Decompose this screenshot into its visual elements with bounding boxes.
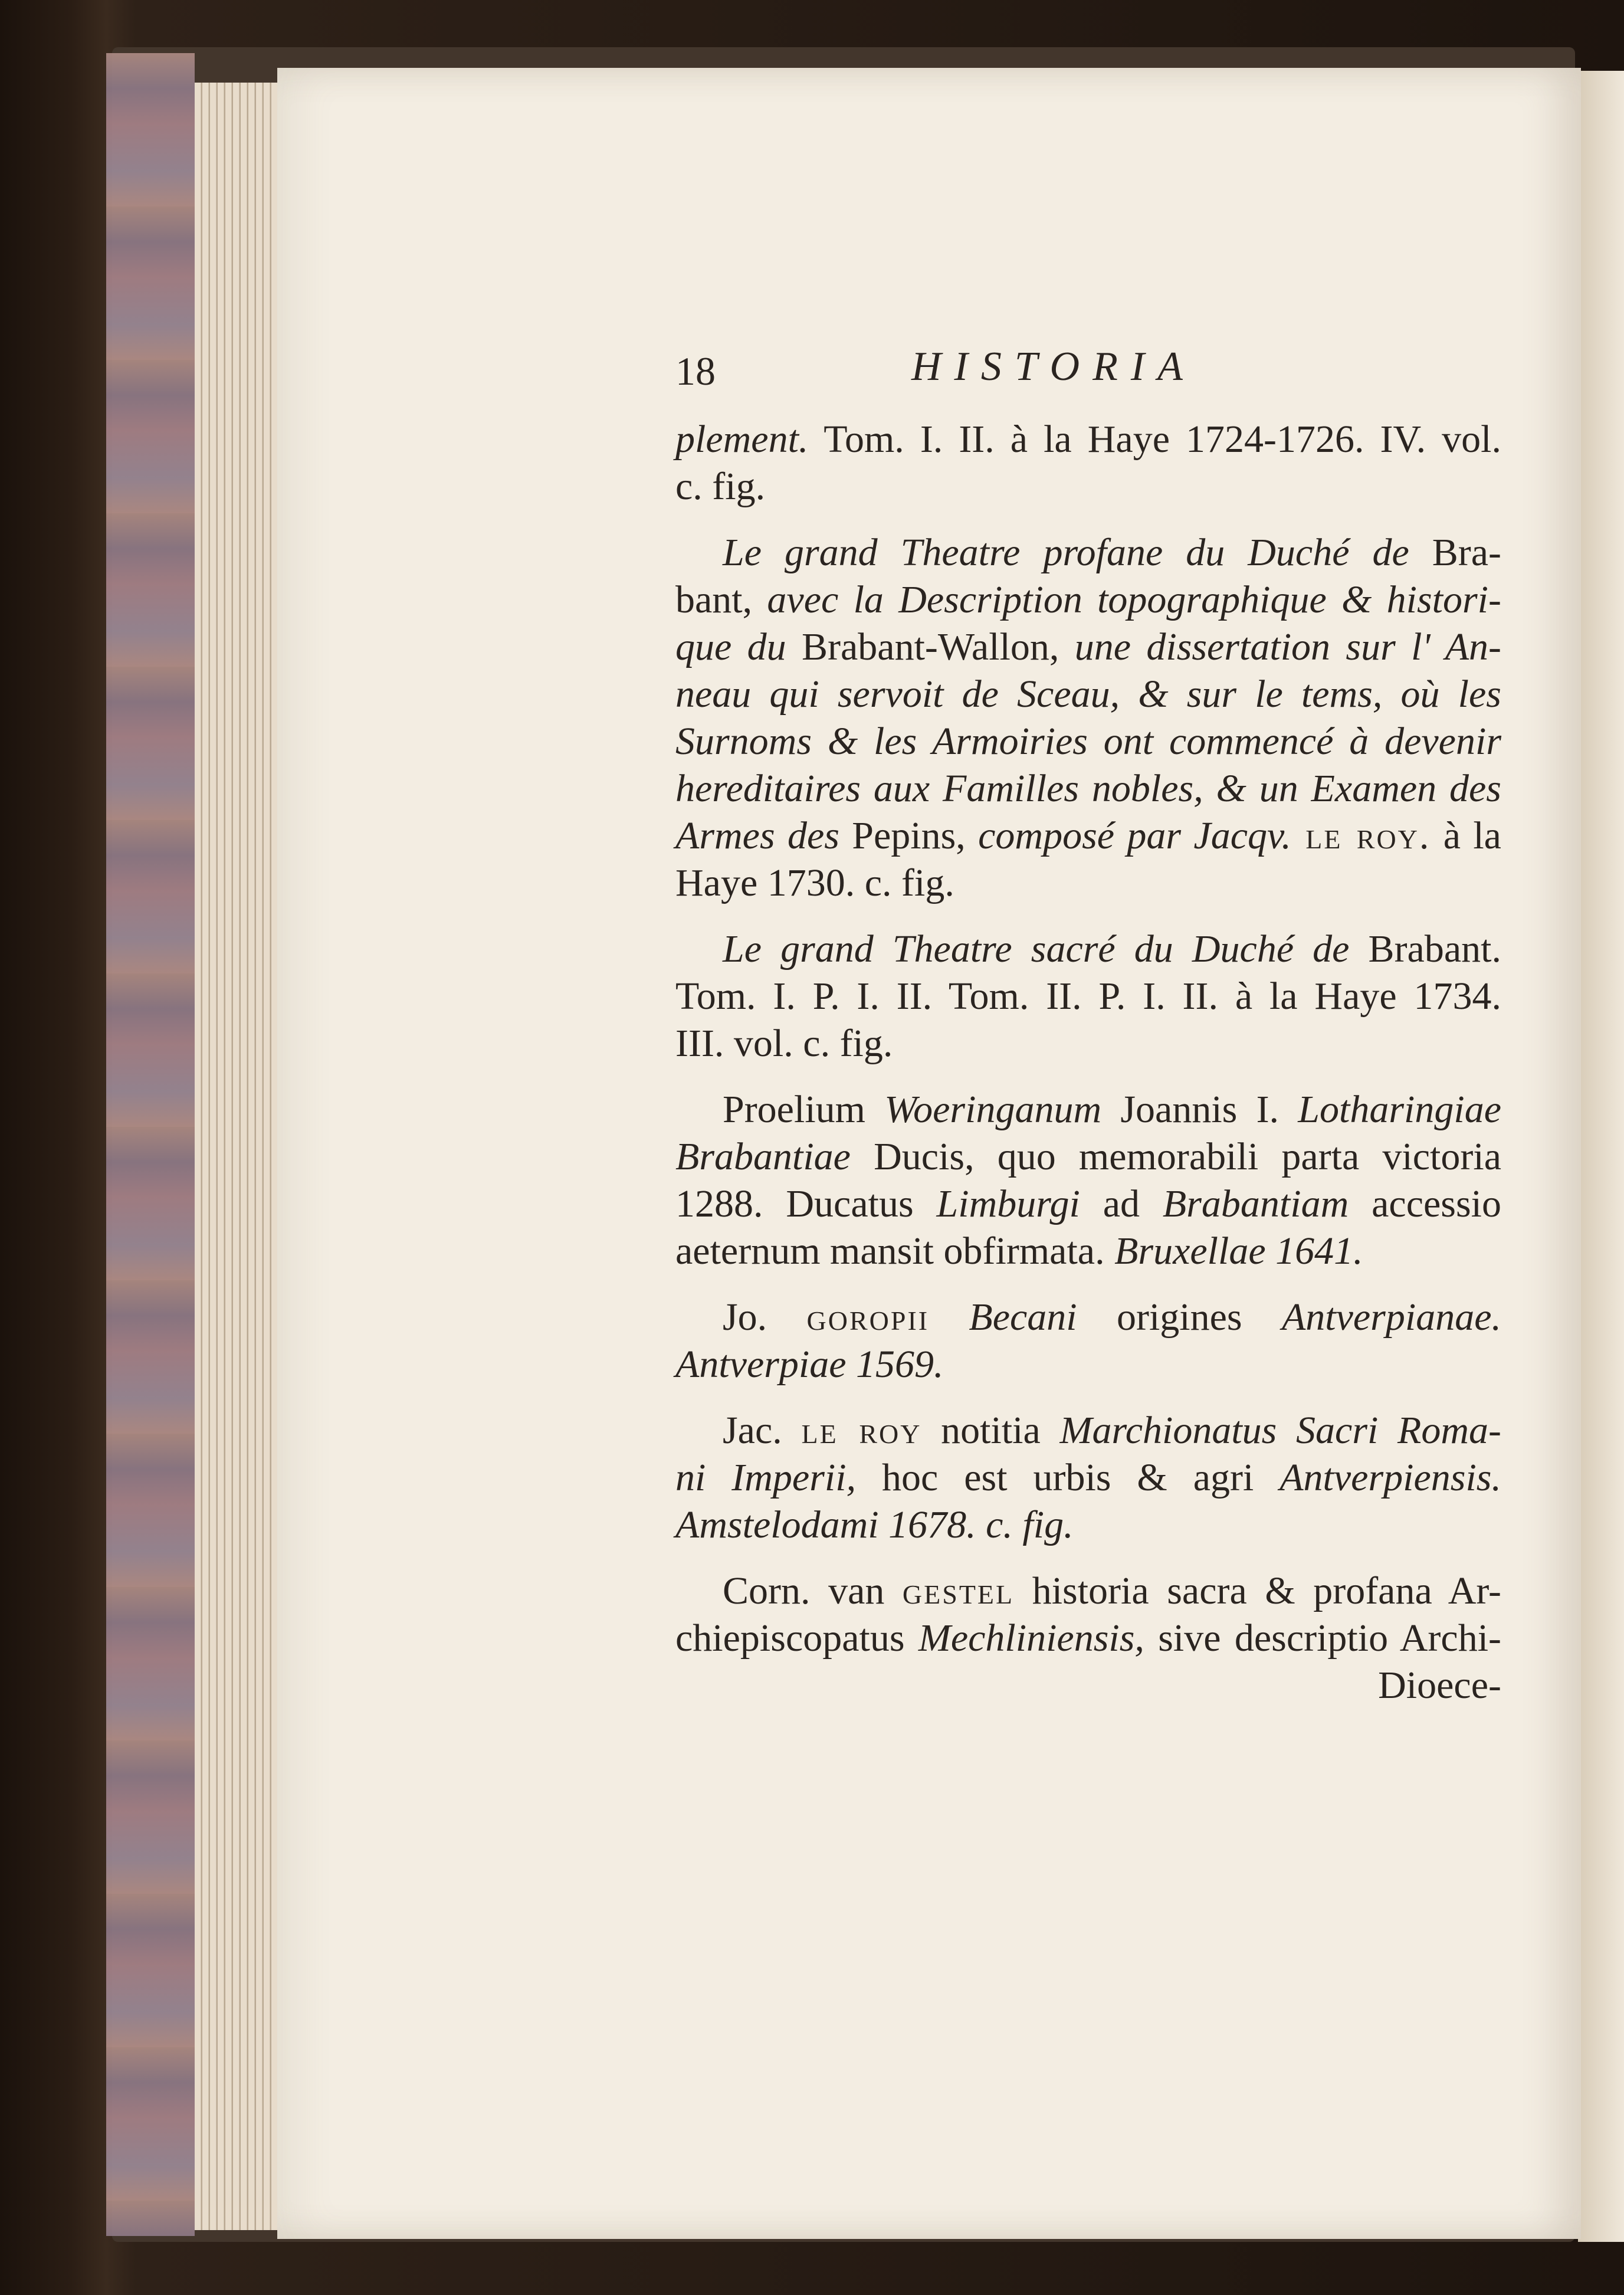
text-run: Woeringanum <box>884 1088 1102 1131</box>
text-line <box>675 1294 1501 1341</box>
text-line <box>675 765 1501 812</box>
text-run: Jac. <box>723 1409 802 1452</box>
text-run: accessio <box>1349 1182 1501 1225</box>
text-run: avec la Description topographique & histori- <box>767 578 1501 621</box>
text-run: une dissertation sur l' An- <box>1074 625 1501 668</box>
text-run: que du <box>675 625 786 668</box>
paragraph-gap <box>675 1275 1501 1294</box>
text-run: Antverpiae 1569. <box>675 1343 944 1386</box>
text-run: Joannis I. <box>1101 1088 1298 1131</box>
text-run: Limburgi <box>936 1182 1080 1225</box>
text-run: hereditaires aux Familles nobles, & un Examen des <box>675 767 1501 810</box>
text-line <box>675 1662 1501 1709</box>
text-line <box>675 671 1501 718</box>
text-run: gestel <box>902 1569 1015 1612</box>
text-line <box>675 1454 1501 1501</box>
running-title: HISTORIA <box>911 344 1196 389</box>
text-run: Proelium <box>723 1088 885 1131</box>
paragraph-gap <box>675 1388 1501 1407</box>
text-run: Lotharingiae <box>1298 1088 1501 1131</box>
text-run: 1288. Ducatus <box>675 1182 937 1225</box>
text-run: Tom. I. II. à la Haye 1724-1726. IV. vol. <box>808 418 1501 461</box>
paragraph-gap <box>675 1067 1501 1086</box>
text-run: Mechliniensis, <box>918 1617 1144 1660</box>
text-line <box>675 1181 1501 1228</box>
page-edges <box>195 83 283 2230</box>
text-run: goropii <box>806 1296 930 1339</box>
text-run: Becani <box>969 1296 1077 1339</box>
text-line <box>675 973 1501 1020</box>
text-run: chiepiscopatus <box>675 1617 918 1660</box>
text-line <box>675 812 1501 860</box>
text-run: Amstelodami 1678. c. fig. <box>675 1503 1074 1546</box>
text-run: à la <box>1431 814 1501 857</box>
text-line <box>675 1341 1501 1388</box>
text-line <box>675 624 1501 671</box>
text-run: aeternum mansit obfirmata. <box>675 1230 1115 1273</box>
text-line <box>675 1501 1501 1549</box>
text-body <box>675 416 1501 1709</box>
text-line <box>675 1020 1501 1067</box>
text-run: composé par Jacqv. <box>978 814 1291 857</box>
text-run: ni Imperii, <box>675 1456 857 1499</box>
text-line <box>675 529 1501 576</box>
text-run: c. fig. <box>675 465 766 508</box>
text-run: historia sacra & profana Ar- <box>1014 1569 1501 1612</box>
page-header <box>675 344 1501 401</box>
text-run: Armes des <box>675 814 839 857</box>
text-run: Brabantiae <box>675 1135 851 1178</box>
text-run: Antverpiensis. <box>1279 1456 1501 1499</box>
text-run: Bruxellae 1641. <box>1114 1230 1363 1273</box>
text-run: le roy <box>801 1409 922 1452</box>
paragraph-gap <box>675 907 1501 926</box>
text-line <box>675 1615 1501 1662</box>
text-run: bant, <box>675 578 767 621</box>
text-line <box>675 860 1501 907</box>
text-line <box>675 718 1501 765</box>
text-line <box>675 1568 1501 1615</box>
text-run: neau qui servoit de Sceau, & sur le tems, où les <box>675 673 1501 716</box>
text-run: hoc est urbis & agri <box>856 1456 1280 1499</box>
text-run: Dioece- <box>1378 1664 1501 1707</box>
text-run: origines <box>1077 1296 1282 1339</box>
text-run: Haye 1730. c. fig. <box>675 861 954 904</box>
text-run: Corn. van <box>723 1569 903 1612</box>
text-run: ad <box>1080 1182 1163 1225</box>
text-line <box>675 926 1501 973</box>
text-run: Le grand Theatre profane du Duché de <box>723 531 1409 574</box>
text-run <box>929 1296 969 1339</box>
text-run: Pepins, <box>839 814 979 857</box>
text-run: sive descriptio Archi- <box>1144 1617 1502 1660</box>
text-run: Le grand Theatre sacré du Duché de <box>723 927 1350 971</box>
text-run: plement. <box>675 418 809 461</box>
text-run: Bra- <box>1409 531 1501 574</box>
facing-page-edge <box>1578 71 1624 2242</box>
text-line <box>675 416 1501 463</box>
text-line <box>675 1133 1501 1181</box>
text-run: Brabant-Wallon, <box>786 625 1075 668</box>
text-run: Surnoms & les Armoiries ont commencé à devenir <box>675 720 1501 763</box>
text-run: Ducis, quo memorabili parta victoria <box>850 1135 1501 1178</box>
text-line <box>675 1228 1501 1275</box>
page-number: 18 <box>675 349 716 394</box>
text-run: Tom. I. P. I. II. Tom. II. P. I. II. à la Haye 1734. <box>675 975 1501 1018</box>
paragraph-gap <box>675 1549 1501 1568</box>
text-run: Antverpianae. <box>1281 1296 1501 1339</box>
text-line <box>675 1086 1501 1133</box>
text-run: Brabantiam <box>1162 1182 1349 1225</box>
text-line <box>675 463 1501 510</box>
text-run: Jo. <box>723 1296 807 1339</box>
text-line <box>675 576 1501 624</box>
text-line <box>675 1407 1501 1454</box>
marbled-edge <box>106 53 195 2236</box>
text-run: le roy. <box>1291 814 1431 857</box>
text-run: Brabant. <box>1349 927 1501 971</box>
text-run: notitia <box>921 1409 1060 1452</box>
text-run: Marchionatus Sacri Roma- <box>1059 1409 1502 1452</box>
text-run: III. vol. c. fig. <box>675 1022 893 1065</box>
paragraph-gap <box>675 510 1501 529</box>
